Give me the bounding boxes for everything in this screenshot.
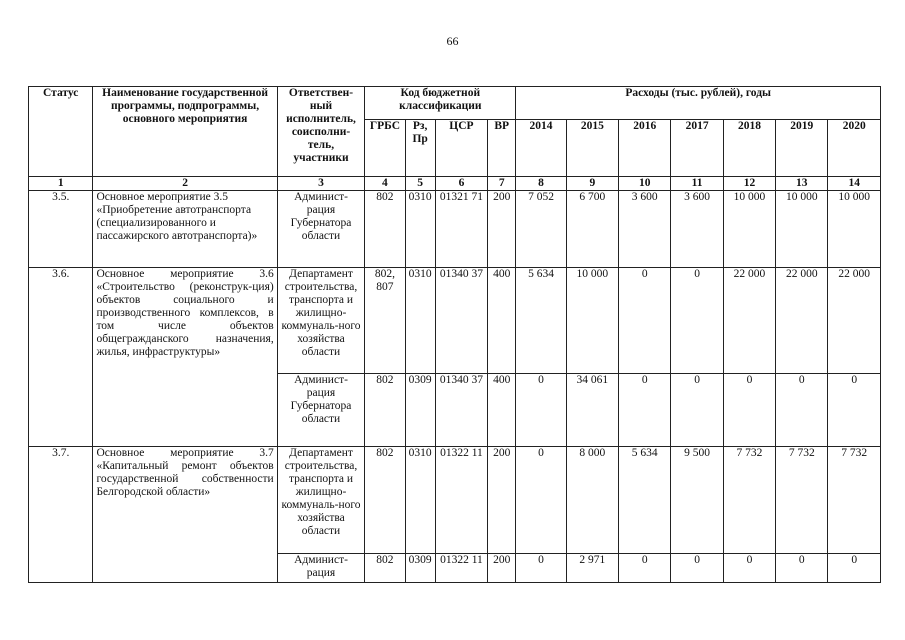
row-value: 34 061 [566, 374, 618, 447]
row-value: 6 700 [566, 191, 618, 268]
row-vr: 200 [488, 191, 516, 268]
column-number: 10 [619, 177, 671, 191]
table-row [29, 191, 881, 268]
column-number: 8 [516, 177, 566, 191]
row-value: 0 [619, 554, 671, 583]
row-value: 10 000 [723, 191, 775, 268]
header-status: Статус [29, 87, 93, 177]
header-csr: ЦСР [435, 120, 487, 177]
row-status: 3.7. [29, 447, 93, 583]
header-rzpr: Рз, Пр [405, 120, 435, 177]
column-number: 7 [488, 177, 516, 191]
row-value: 9 500 [671, 447, 723, 554]
column-number: 9 [566, 177, 618, 191]
row-value: 7 732 [828, 447, 881, 554]
row-value: 0 [671, 374, 723, 447]
row-value: 0 [776, 374, 828, 447]
row-value: 7 732 [776, 447, 828, 554]
row-vr: 400 [488, 268, 516, 374]
row-value: 5 634 [619, 447, 671, 554]
header-year: 2015 [566, 120, 618, 177]
row-responsible: Админист-рация Губернатора области [277, 374, 365, 447]
header-year: 2019 [776, 120, 828, 177]
row-status: 3.5. [29, 191, 93, 268]
column-number: 13 [776, 177, 828, 191]
header-grbs: ГРБС [365, 120, 405, 177]
header-year: 2016 [619, 120, 671, 177]
header-budget-code: Код бюджетной классификации [365, 87, 516, 120]
row-value: 22 000 [828, 268, 881, 374]
row-grbs: 802 [365, 447, 405, 554]
row-value: 0 [516, 374, 566, 447]
row-value: 3 600 [671, 191, 723, 268]
row-vr: 200 [488, 554, 516, 583]
row-responsible: Департамент строительства, транспорта и жилищно-коммуналь-ного хозяйства области [277, 447, 365, 554]
header-expenses: Расходы (тыс. рублей), годы [516, 87, 881, 120]
row-value: 0 [619, 268, 671, 374]
row-value: 3 600 [619, 191, 671, 268]
row-value: 0 [828, 374, 881, 447]
row-value: 0 [776, 554, 828, 583]
row-value: 5 634 [516, 268, 566, 374]
row-responsible: Админист-рация [277, 554, 365, 583]
row-csr: 01322 11 [435, 447, 487, 554]
row-value: 0 [516, 447, 566, 554]
row-value: 0 [619, 374, 671, 447]
row-grbs: 802, 807 [365, 268, 405, 374]
column-number: 1 [29, 177, 93, 191]
row-name: Основное мероприятие 3.7 «Капитальный ремонт объектов государственной собственности Белгородской области» [93, 447, 277, 583]
header-name: Наименование государственной программы, подпрограммы, основного мероприятия [93, 87, 277, 177]
row-value: 10 000 [566, 268, 618, 374]
row-grbs: 802 [365, 374, 405, 447]
header-year: 2018 [723, 120, 775, 177]
row-grbs: 802 [365, 191, 405, 268]
row-responsible: Департамент строительства, транспорта и жилищно-коммуналь-ного хозяйства области [277, 268, 365, 374]
row-vr: 200 [488, 447, 516, 554]
table-row [29, 447, 881, 554]
header-year: 2017 [671, 120, 723, 177]
row-rzpr: 0309 [405, 374, 435, 447]
row-value: 0 [723, 374, 775, 447]
row-value: 0 [671, 268, 723, 374]
row-rzpr: 0310 [405, 447, 435, 554]
row-name: Основное мероприятие 3.5 «Приобретение автотранспорта (специализированного и пассажирского автотранспорта)» [93, 191, 277, 268]
row-csr: 01340 37 [435, 268, 487, 374]
row-value: 2 971 [566, 554, 618, 583]
column-number: 2 [93, 177, 277, 191]
header-year: 2020 [828, 120, 881, 177]
page-number: 66 [446, 34, 459, 48]
row-rzpr: 0310 [405, 191, 435, 268]
column-number: 5 [405, 177, 435, 191]
column-number: 14 [828, 177, 881, 191]
column-number-row [29, 177, 881, 191]
row-value: 22 000 [723, 268, 775, 374]
row-value: 0 [828, 554, 881, 583]
row-responsible: Админист-рация Губернатора области [277, 191, 365, 268]
column-number: 12 [723, 177, 775, 191]
header-vr: ВР [488, 120, 516, 177]
row-rzpr: 0309 [405, 554, 435, 583]
row-grbs: 802 [365, 554, 405, 583]
column-number: 11 [671, 177, 723, 191]
table-row [29, 268, 881, 374]
row-value: 7 732 [723, 447, 775, 554]
row-value: 0 [723, 554, 775, 583]
column-number: 4 [365, 177, 405, 191]
row-csr: 01321 71 [435, 191, 487, 268]
row-value: 10 000 [776, 191, 828, 268]
row-csr: 01322 11 [435, 554, 487, 583]
row-vr: 400 [488, 374, 516, 447]
row-value: 0 [516, 554, 566, 583]
row-name: Основное мероприятие 3.6 «Строительство (реконструк-ция) объектов социального и производственного комплексов, в том числе объектов общегражданского назначения, жилья, инфраструктуры» [93, 268, 277, 447]
row-csr: 01340 37 [435, 374, 487, 447]
row-value: 22 000 [776, 268, 828, 374]
header-year: 2014 [516, 120, 566, 177]
row-rzpr: 0310 [405, 268, 435, 374]
row-value: 8 000 [566, 447, 618, 554]
column-number: 6 [435, 177, 487, 191]
row-value: 0 [671, 554, 723, 583]
column-number: 3 [277, 177, 365, 191]
header-responsible: Ответствен-ный исполнитель, соисполни-тель, участники [277, 87, 365, 177]
budget-table [28, 86, 881, 583]
row-status: 3.6. [29, 268, 93, 447]
row-value: 10 000 [828, 191, 881, 268]
row-value: 7 052 [516, 191, 566, 268]
